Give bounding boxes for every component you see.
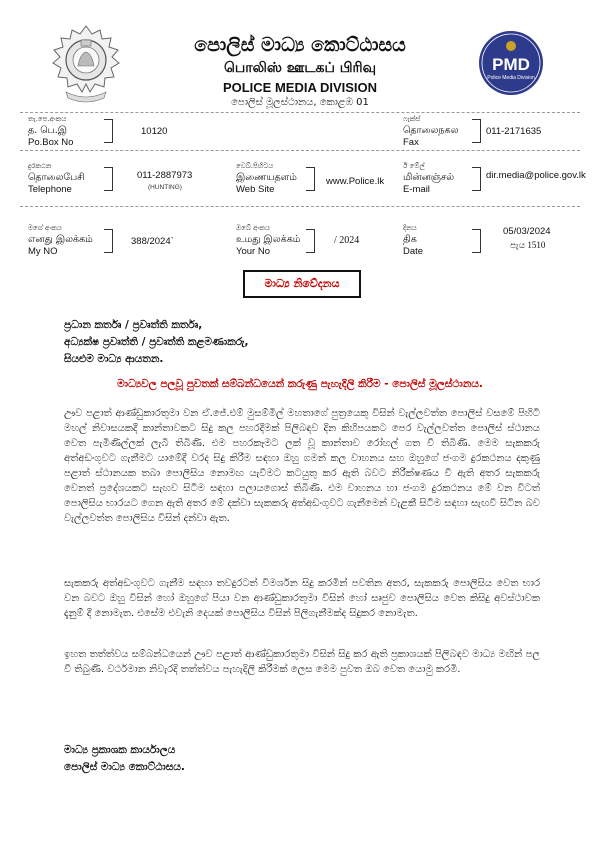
pobox-value: 10120 <box>141 126 168 137</box>
release-headline: මාධ්‍යවල පලවූ පුවතක් සම්බන්ධයෙන් කරුණු පැහැදිලි කිරීම - පොලිස් මූලස්ථානය. <box>117 378 483 390</box>
body-paragraph-1: ඌව පළාත් ආණ්ඩුකාරතුමා වන ඒ.ජේ.එම් මුසම්මිල් මහතාගේ පුත්‍රයෙකු විසින් වැල්ලවත්ත පොලිස් වසමේ පිහිටි මහල් නිවාසයකදී කාන්තාවකට සිදු කල පහරදීමක් පිලිබඳව දින කිහිපයකට පෙර වැල්ලවත්ත පොලිස් ස්ථානය වෙත පැමිණිල්ලක් ලැබී තිබිණි. එම පහරකෑමට ලක් වූ කාන්තාව රෝහල් ගත වී තිබිණි. මෙම සැකකරු අත්අඩංගුවට ගැනීමට යාමේදී වරද සිදු කිරීම සඳහා ඔහු ගමන් කල වාහනය සහ ඔහුගේ ජංගම දුරකථනය දකුණු පළාත් ස්ථානයක තබා පොලිසිය නොමඟ යැවීමට කටයුතු කර ඇති බවට නිරීක්ෂණය වී ඇති අතර සැකකරු වෙනත් ප්‍රදේශයකට සැඟව සිටීම සඳහා පලායගොස් තිබිණි. එම වාහනය හා ජංගම දුරකථනය මේ වන විටත් පොලිසිය භාරයට ගෙන ඇති අතර මේ දක්වා සැකකරු අත්අඩංගුවට ගැනීමෙන් වැළකී සිටීම සඳහා සැඟවී සිටින බව වැල්ලවත්ත පොලිසිය විසින් දන්වා ඇත. <box>64 408 540 524</box>
body-paragraph-2: සැකකරු අත්අඩංගුවට ගැනීම සඳහා තවදුරටත් විමර්ශන සිදු කරමින් පවතින අතර, සැකකරු පොලිසිය වෙත භාර වන බවට ඔහු විසින් හෝ ඔහුගේ පියා වන ආණ්ඩුකාරතුමා විසින් හෝ සෘජුව පොලිසිය වෙත කිසිදු අවස්ථාවක දැනුම් දී නොමැත. එසේම එවැනි දෙයක් පොලිසිය විසින් පිලිගැනීමක්ද සිදුකර නොමැත. <box>64 578 540 619</box>
addressee-line: අධ්‍යක්ෂ ප්‍රවෘත්ති / ප්‍රවෘත්ති කළමණාකරු, <box>64 336 249 348</box>
yourno-label: ඔබේ අංකය உமது இலக்கம் Your No <box>236 224 301 257</box>
yourno-value: / 2024 <box>334 235 360 246</box>
email-label: ඊ මේල් மின்னஞ்சல் E-mail <box>403 162 455 195</box>
fax-label: ෆැක්ස් தொலைநகல Fax <box>403 115 459 148</box>
row-divider-2 <box>20 206 580 207</box>
header-title-english: POLICE MEDIA DIVISION <box>222 80 378 95</box>
fax-bracket <box>472 119 481 143</box>
yourno-bracket <box>306 229 315 253</box>
addressee-line: සියළුම මාධ්‍ය ආයතන. <box>64 353 164 365</box>
addressee-block <box>64 317 249 368</box>
myno-value: 388/2024` <box>131 236 174 247</box>
pobox-label: තැ.පෙ.අංකය த. பெ.இ Po.Box No <box>28 115 74 148</box>
pmd-logo-text: PMD <box>492 55 530 74</box>
date-value: 05/03/2024 <box>503 226 551 237</box>
header-location: පොලිස් මූලස්ථානය, කොළඹ 01 <box>231 97 369 108</box>
website-label: වෙබ්.පිහිටය இணையதளம் Web Site <box>236 162 297 195</box>
header-title-tamil: பொலிஸ் ஊடகப் பிரிவு <box>223 60 377 76</box>
telephone-value: 011-2887973 <box>137 170 193 181</box>
header-divider <box>20 112 580 113</box>
telephone-bracket <box>104 167 113 191</box>
telephone-note: (HUNTING) <box>148 184 182 191</box>
myno-bracket <box>104 229 113 253</box>
fax-value: 011-2171635 <box>486 126 542 137</box>
addressee-line: ප්‍රධාන කර්තෘ / ප්‍රවෘත්ති කර්තෘ, <box>64 319 203 331</box>
date-label: දිනය திக Date <box>403 224 424 257</box>
pobox-bracket <box>104 119 113 143</box>
signature-line: පොලිස් මාධ්‍ය කොට්ඨාසය. <box>64 761 185 773</box>
pmd-logo-subtext: Police Media Division <box>487 75 535 81</box>
date-bracket <box>472 229 481 253</box>
telephone-label: දුරකථන தொலைபேசி Telephone <box>28 162 85 195</box>
myno-label: මගේ අංකය எனது இலக்கம் My NO <box>28 224 93 257</box>
press-release-title: මාධ්‍ය නිවේදනය <box>243 270 361 298</box>
body-paragraph-3: ඉහත තත්ත්වය සම්බන්ධයෙන් ඌව පළාත් ආණ්ඩුකාරතුමා විසින් සිදු කර ඇති ප්‍රකාශයක් පිලිබඳව මාධ්‍ය මඟින් පල වී තිබුණි. වර්ථමාන නිවැරදි තත්ත්වය පැහැදිලි කිරීමක් ලෙස මෙම පුවත ඔබ වෙත යොමු කරමි. <box>64 649 540 675</box>
date-page-note: පැය 1510 <box>510 240 546 250</box>
website-value: www.Police.lk <box>326 176 385 187</box>
header-title-sinhala: පොලිස් මාධ්‍ය කොට්ඨාසය <box>194 34 406 56</box>
signature-line: මාධ්‍ය ප්‍රකාශක කාර්යාලය <box>64 744 176 756</box>
website-bracket <box>306 167 315 191</box>
row-divider-1 <box>20 150 580 151</box>
email-bracket <box>472 167 481 191</box>
email-value: dir.media@police.gov.lk <box>486 170 586 181</box>
signature-block <box>64 742 185 776</box>
